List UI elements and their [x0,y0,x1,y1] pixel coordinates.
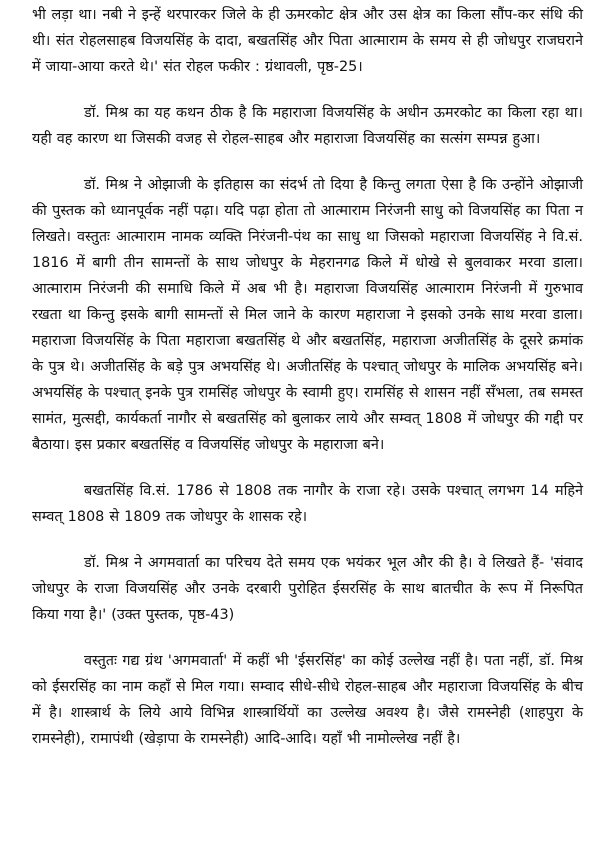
paragraph-2: डॉ. मिश्र का यह कथन ठीक है कि महाराजा विजयसिंह के अधीन ऊमरकोट का किला रहा था। यही वह कारण था जिसकी वजह से रोहल-साहब और महाराजा विजयसिंह का सत्संग सम्पन्न हुआ। [32,105,583,147]
paragraph-1: भी लड़ा था। नबी ने इन्हें थरपारकर जिले के ही ऊमरकोट क्षेत्र और उस क्षेत्र का किला सौंप-कर संधि की थी। संत रोहलसाहब विजयसिंह के दादा, बखतसिंह और पिता आत्माराम के समय से ही जोधपुर राजघराने में जाया-आया करते थे।' संत रोहल फकीर : ग्रंथावली, पृष्ठ-25। [32,7,583,75]
paragraph-6: वस्तुतः गद्य ग्रंथ 'अगमवार्ता' में कहीं भी 'ईसरसिंह' का कोई उल्लेख नहीं है। पता नहीं, डॉ. मिश्र को ईसरसिंह का नाम कहाँ से मिल गया। सम्वाद सीधे-सीधे रोहल-साहब और महाराजा विजयसिंह के बीच में है। शास्त्रार्थ के लिये आये विभिन्न शास्त्रार्थियों का उल्लेख अवश्य है। जैसे रामस्नेही (शाहपुरा के रामस्नेही), रामापंथी (खेड़ापा के रामस्नेही) आदि-आदि। यहाँ भी नामोल्लेख नहीं है। [32,653,583,747]
paragraph-5: डॉ. मिश्र ने अगमवार्ता का परिचय देते समय एक भयंकर भूल और की है। वे लिखते हैं- 'संवाद जोधपुर के राजा विजयसिंह और उनके दरबारी पुरोहित ईसरसिंह के साथ बातचीत के रूप में निरूपित किया गया है।' (उक्त पुस्तक, पृष्ठ-43) [32,555,583,623]
paragraph-3: डॉ. मिश्र ने ओझाजी के इतिहास का संदर्भ तो दिया है किन्तु लगता ऐसा है कि उन्होंने ओझाजी की पुस्तक को ध्यानपूर्वक नहीं पढ़ा। यदि पढ़ा होता तो आत्माराम निरंजनी साधु को विजयसिंह का पिता न लिखते। वस्तुतः आत्माराम नामक व्यक्ति निरंजनी-पंथ का साधु था जिसको महाराजा विजयसिंह ने वि.सं. 1816 में बागी तीन सामन्तों के साथ जोधपुर के मेहरानगढ किले में धोखे से बुलवाकर मरवा डाला। आत्माराम निरंजनी की समाधि किले में अब भी है। महाराजा विजयसिंह आत्माराम निरंजनी में गुरुभाव रखता था किन्तु इसके बागी सामन्तों से मिल जाने के कारण महाराजा ने इसको उनके साथ मरवा डाला। महाराजा विजयसिंह के पिता महाराजा बखतसिंह थे और बखतसिंह, महाराजा अजीतसिंह के दूसरे क्रमांक के पुत्र थे। अजीतसिंह के बड़े पुत्र अभयसिंह थे। अजीतसिंह के पश्चात् जोधपुर के मालिक अभयसिंह बने। अभयसिंह के पश्चात् इनके पुत्र रामसिंह जोधपुर के स्वामी हुए। रामसिंह से शासन नहीं सँभला, तब समस्त सामंत, मुत्सद्दी, कार्यकर्ता नागौर से बखतसिंह को बुलाकर लाये और सम्वत् 1808 में जोधपुर की गद्दी पर बैठाया। इस प्रकार बखतसिंह व विजयसिंह जोधपुर के महाराजा बने। [32,177,583,453]
paragraph-4: बखतसिंह वि.सं. 1786 से 1808 तक नागौर के राजा रहे। उसके पश्चात् लगभग 14 महिने सम्वत् 1808 से 1809 तक जोधपुर के शासक रहे। [32,483,583,525]
